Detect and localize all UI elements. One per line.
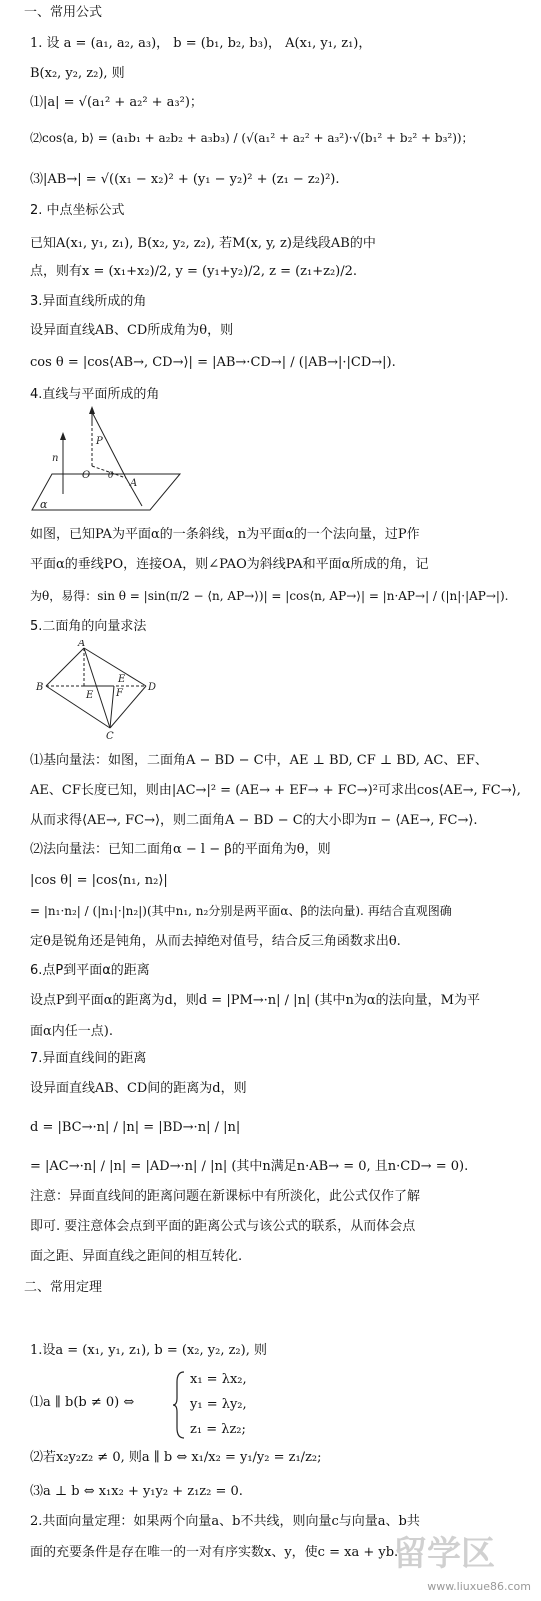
formula-line: B(x₂, y₂, z₂), 则 — [30, 66, 125, 81]
formula-line: 1. 设 a = (a₁, a₂, a₃)， b = (b₁, b₂, b₃)， A(x₁, y₁, z₁)， — [30, 36, 372, 51]
subsection-title: 5.二面角的向量求法 — [30, 619, 147, 634]
label-E: E — [86, 690, 94, 701]
dihedral-angle-figure — [34, 640, 164, 740]
formula-line: z₁ = λz₂; — [190, 1422, 246, 1437]
subsection-title: 7.异面直线间的距离 — [30, 1051, 147, 1066]
watermark-url: www.liuxue86.com — [427, 1580, 531, 1593]
formula-line: AE、CF长度已知，则由|AC→|² = (AE→ + EF→ + FC→)²可求出cos⟨AE→, FC→⟩, — [30, 783, 521, 798]
line-plane-angle-figure — [30, 406, 190, 516]
text-line: 设异面直线AB、CD间的距离为d，则 — [30, 1081, 247, 1096]
formula-line: ⑵cos⟨a, b⟩ = (a₁b₁ + a₂b₂ + a₃b₃) / (√(a₁² + a₂² + a₃²)·√(b₁² + b₂² + b₃²))； — [30, 131, 474, 145]
formula-line: d = |BC→·n| / |n| = |BD→·n| / |n| — [30, 1120, 241, 1135]
text-line: 面的充要条件是存在唯一的一对有序实数x、y，使c = xa + yb. — [30, 1545, 399, 1560]
text-line: 面α内任一点). — [30, 1024, 113, 1039]
label-C: C — [106, 731, 114, 740]
text-line: ⑵法向量法：已知二面角α − l − β的平面角为θ，则 — [30, 842, 331, 857]
left-brace — [172, 1370, 186, 1440]
text-line: 即可. 要注意体会点到平面的距离公式与该公式的联系，从而体会点 — [30, 1219, 416, 1234]
subsection-title: 4.直线与平面所成的角 — [30, 387, 160, 402]
formula-line: cos θ = |cos⟨AB→, CD→⟩| = |AB→·CD→| / (|AB→|·|CD→|). — [30, 355, 396, 370]
formula-line: ⑶a ⊥ b ⇔ x₁x₂ + y₁y₂ + z₁z₂ = 0. — [30, 1484, 243, 1499]
formula-line: ⑵若x₂y₂z₂ ≠ 0, 则a ∥ b ⇔ x₁/x₂ = y₁/y₂ = z₁/z₂; — [30, 1450, 322, 1465]
text-line: 注意：异面直线间的距离问题在新课标中有所淡化，此公式仅作了解 — [30, 1189, 421, 1204]
formula-line: |cos θ| = |cos⟨n₁, n₂⟩| — [30, 873, 168, 888]
label-F: F — [116, 688, 123, 699]
label-n: n — [52, 453, 59, 464]
label-B: B — [36, 682, 44, 693]
text-line: 已知A(x₁, y₁, z₁), B(x₂, y₂, z₂), 若M(x, y, z)是线段AB的中 — [30, 236, 376, 251]
formula-line: ⑶|AB→| = √((x₁ − x₂)² + (y₁ − y₂)² + (z₁ − z₂)²). — [30, 172, 340, 187]
subsection-title: 6.点P到平面α的距离 — [30, 963, 150, 978]
formula-line: ⑴a ∥ b(b ≠ 0) ⇔ — [30, 1395, 135, 1410]
formula-line: y₁ = λy₂, — [190, 1397, 247, 1412]
label-E: E — [118, 674, 126, 685]
formula-line: 1.设a = (x₁, y₁, z₁), b = (x₂, y₂, z₂), 则 — [30, 1343, 267, 1358]
formula-line: = |n₁·n₂| / (|n₁|·|n₂|)(其中n₁, n₂分别是两平面α、β的法向量). 再结合直观图确 — [30, 904, 452, 918]
formula-line: 点，则有x = (x₁+x₂)/2, y = (y₁+y₂)/2, z = (z₁+z₂)/2. — [30, 264, 358, 279]
text-line: 设异面直线AB、CD所成角为θ，则 — [30, 323, 234, 338]
text-line: 定θ是锐角还是钝角，从而去掉绝对值号，结合反三角函数求出θ. — [30, 934, 401, 949]
label-A: A — [78, 640, 86, 649]
formula-line: 从而求得⟨AE→, FC→⟩，则二面角A − BD − C的大小即为π − ⟨AE→, FC→⟩. — [30, 813, 478, 828]
formula-line: x₁ = λx₂, — [190, 1372, 247, 1387]
text-line: 平面α的垂线PO，连接OA，则∠PAO为斜线PA和平面α所成的角，记 — [30, 557, 429, 572]
subsection-title: 3.异面直线所成的角 — [30, 294, 147, 309]
site-watermark-logo — [385, 1529, 535, 1577]
subsection-title: 2. 中点坐标公式 — [30, 203, 125, 218]
formula-line: 为θ，易得：sin θ = |sin(π/2 − ⟨n, AP→⟩)| = |cos⟨n, AP→⟩| = |n·AP→| / (|n|·|AP→|). — [30, 589, 509, 603]
label-theta: θ — [108, 471, 114, 481]
watermark-brand: 留学区 — [393, 1534, 495, 1574]
formula-line: = |AC→·n| / |n| = |AD→·n| / |n| (其中n满足n·AB→ = 0, 且n·CD→ = 0). — [30, 1159, 469, 1174]
text-line: 面之距、异面直线之距间的相互转化. — [30, 1249, 243, 1264]
formula-line: ⑴|a| = √(a₁² + a₂² + a₃²)； — [30, 95, 203, 110]
label-P: P — [96, 436, 103, 447]
text-line: 如图，已知PA为平面α的一条斜线，n为平面α的一个法向量，过P作 — [30, 527, 420, 542]
text-line: ⑴基向量法：如图，二面角A − BD − C中，AE ⊥ BD, CF ⊥ BD, AC、EF、 — [30, 753, 488, 768]
text-line: 2.共面向量定理：如果两个向量a、b不共线，则向量c与向量a、b共 — [30, 1514, 420, 1529]
formula-line: 设点P到平面α的距离为d，则d = |PM→·n| / |n| (其中n为α的法向量，M为平 — [30, 993, 480, 1008]
label-O: O — [82, 470, 91, 481]
label-D: D — [148, 682, 157, 693]
section-1-title: 一、常用公式 — [24, 5, 103, 20]
section-2-title: 二、常用定理 — [24, 1280, 103, 1295]
label-alpha: α — [40, 498, 48, 511]
label-A: A — [130, 478, 138, 489]
